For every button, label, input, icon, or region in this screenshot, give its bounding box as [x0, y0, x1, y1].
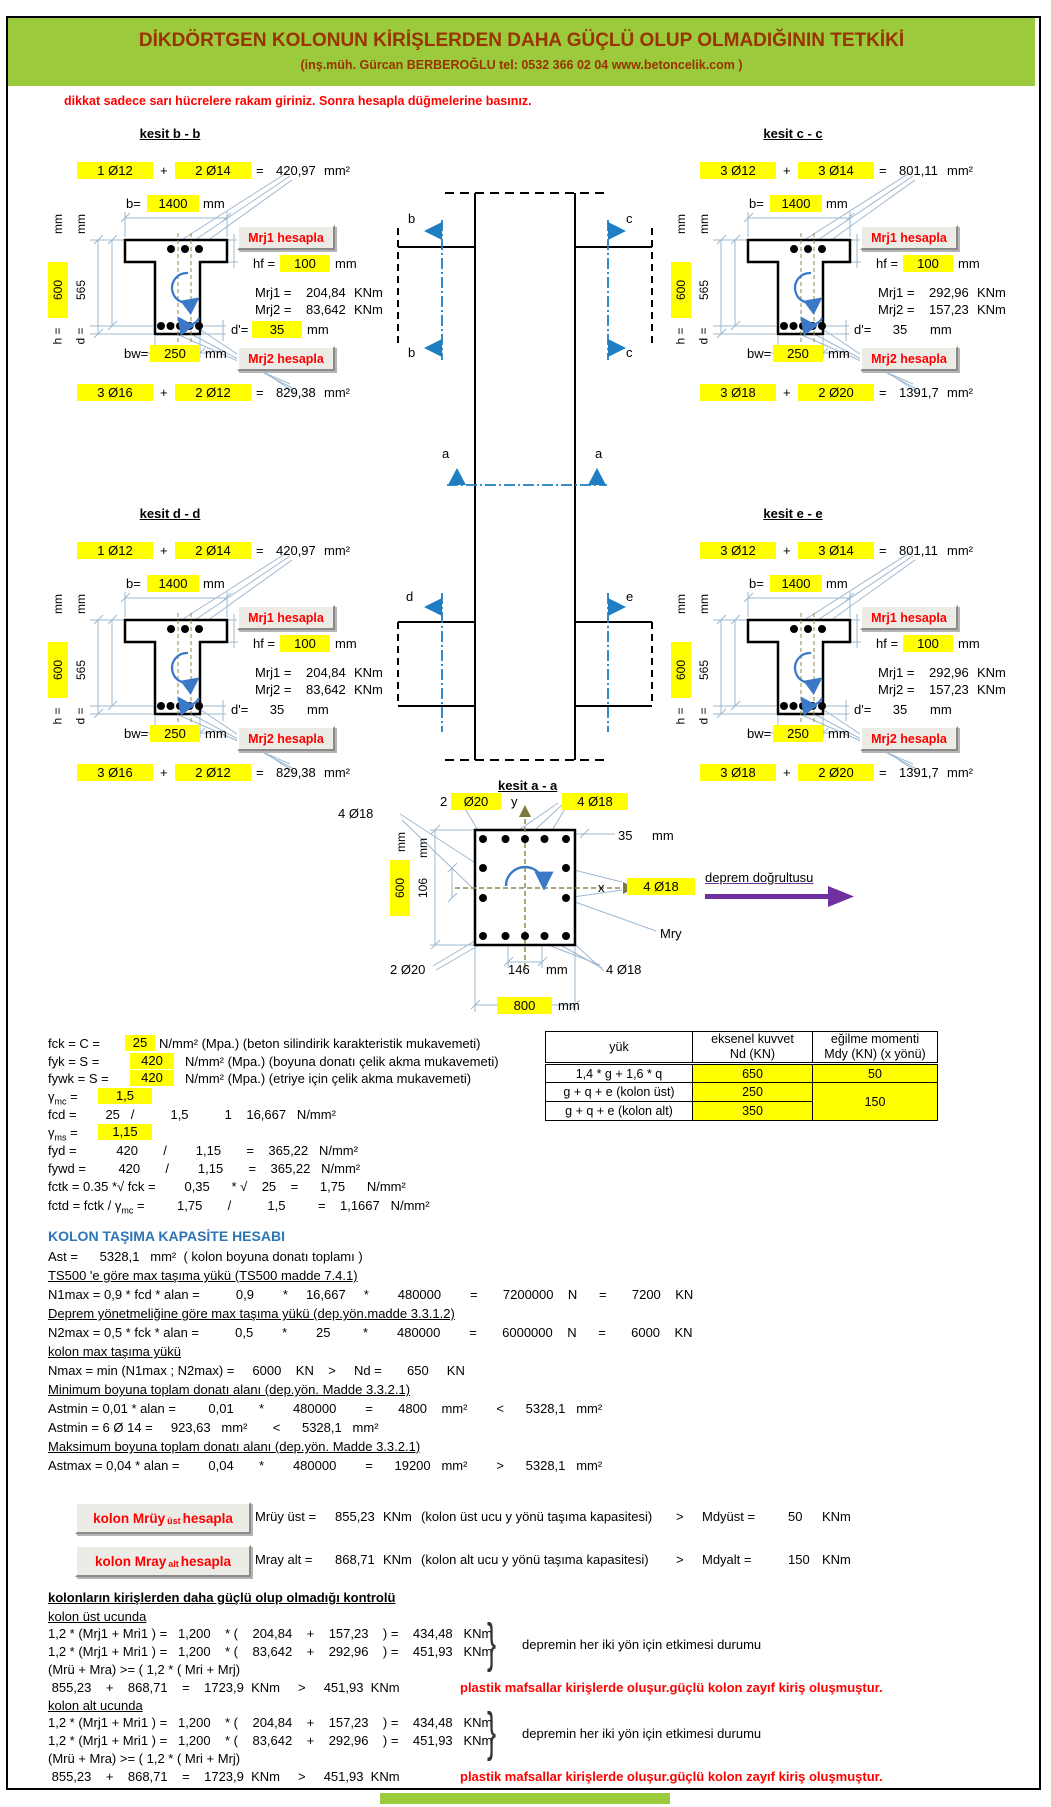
mruy-value: 855,23 — [335, 1509, 375, 1524]
mray-result-row — [255, 1552, 1045, 1570]
mrj1-unit: KNm — [977, 665, 1006, 680]
d-prime-label: d'= — [854, 702, 872, 717]
b-value-cell[interactable]: 1400 — [770, 195, 822, 212]
equals-sign: = — [879, 385, 887, 400]
bw-value-cell[interactable]: 250 — [773, 345, 823, 362]
width-value-cell[interactable]: 800 — [497, 997, 552, 1014]
bottom-bars-area-unit: mm² — [324, 385, 350, 400]
d-dim-unit: mm — [74, 214, 88, 234]
beam-section-kesitb-b — [40, 122, 383, 414]
bottom-bars-b-cell[interactable]: 2 Ø12 — [175, 764, 251, 781]
col-yuk-header: yük — [546, 1032, 693, 1064]
mrj1-hesapla-label: Mrj1 hesapla — [248, 230, 324, 245]
fck-label: fck = C = — [48, 1036, 101, 1051]
width-unit: mm — [558, 998, 580, 1013]
d-dim-unit: mm — [697, 594, 711, 614]
sheet-tab[interactable] — [380, 1793, 670, 1804]
capacity-line: N2max = 0,5 * fck * alan = 0,5 * 25 * 480000 = 6000000 N = 6000 KN — [48, 1325, 693, 1340]
d-prime-label: d'= — [231, 322, 249, 337]
top-right-bar-cell[interactable]: 4 Ø18 — [562, 793, 628, 810]
top-bars-area-unit: mm² — [947, 543, 973, 558]
b-value-cell[interactable]: 1400 — [147, 195, 199, 212]
brace-bottom: } — [487, 1702, 497, 1762]
mrj1-hesapla-label: Mrj1 hesapla — [871, 230, 947, 245]
fctd-line: fctd = fctk / $\gamma_{mc}$ = 1,75 / 1,5 = 1,1667 N/mm² — [48, 1198, 430, 1216]
mrj2-unit: KNm — [977, 682, 1006, 697]
b-unit: mm — [203, 196, 225, 211]
hf-unit: mm — [958, 256, 980, 271]
mrj1-hesapla-label: Mrj1 hesapla — [871, 610, 947, 625]
plus-sign: + — [160, 543, 168, 558]
page-title: DİKDÖRTGEN KOLONUN KİRİŞLERDEN DAHA GÜÇLÜ OLUP OLMADIĞININ TETKİKİ — [138, 30, 905, 51]
mrj2-label: Mrj2 = — [255, 302, 292, 317]
control-bottom-l1: 1,2 * (Mrj1 + Mri1 ) = 1,200 * ( 204,84 + 157,23 ) = 434,48 KNm — [48, 1715, 493, 1730]
control-top-result: plastik mafsallar kirişlerde oluşur.güçlü kolon zayıf kiriş oluşmuştur. — [460, 1680, 883, 1695]
load-row-top: g + q + e (kolon üst) — [546, 1083, 693, 1102]
bottom-bars-area-unit: mm² — [324, 765, 350, 780]
bottom-right-bar-label: 4 Ø18 — [606, 962, 642, 977]
d-prime-value[interactable]: 35 — [892, 322, 908, 337]
bottom-bars-area: 1391,7 — [899, 765, 939, 780]
b-unit: mm — [203, 576, 225, 591]
gamma-mc-value-cell[interactable]: 1,5 — [98, 1088, 152, 1104]
section-title: kesit e - e — [763, 506, 823, 521]
mrj2-hesapla-label: Mrj2 hesapla — [248, 731, 324, 746]
h-value-cell[interactable]: 600 — [48, 642, 68, 698]
mrj2-hesapla-label: Mrj2 hesapla — [248, 351, 324, 366]
fywk-value-cell[interactable]: 420 — [130, 1070, 174, 1086]
mruy-result-row — [255, 1509, 1045, 1527]
h-eq-label: h = — [50, 707, 65, 725]
mrj1-unit: KNm — [354, 285, 383, 300]
top-left-bar-cell[interactable]: Ø20 — [451, 793, 501, 810]
fyk-value-cell[interactable]: 420 — [130, 1053, 174, 1069]
instruction-note: dikkat sadece sarı hücrelere rakam giriniz. Sonra hesapla düğmelerine basınız. — [64, 94, 532, 108]
plus-sign: + — [160, 385, 168, 400]
fck-value-cell[interactable]: 25 — [125, 1035, 155, 1051]
control-top-l4: 855,23 + 868,71 = 1723,9 KNm > 451,93 KNm — [48, 1680, 400, 1695]
mrj2-value: 157,23 — [929, 302, 969, 317]
b-unit: mm — [826, 196, 848, 211]
bottom-bars-area: 1391,7 — [899, 385, 939, 400]
h-eq-label: h = — [673, 327, 688, 345]
control-top-l1: 1,2 * (Mrj1 + Mri1 ) = 1,200 * ( 204,84 + 157,23 ) = 434,48 KNm — [48, 1626, 493, 1641]
h-dim-unit: mm — [674, 594, 688, 614]
mdy-merged-cell[interactable]: 150 — [813, 1083, 938, 1121]
bw-unit: mm — [828, 346, 850, 361]
d-value: 565 — [74, 279, 88, 301]
nd-combo-cell[interactable]: 650 — [693, 1064, 813, 1083]
control-top-l2: 1,2 * (Mrj1 + Mri1 ) = 1,200 * ( 83,642 + 292,96 ) = 451,93 KNm — [48, 1644, 493, 1659]
d-prime-unit: mm — [930, 702, 952, 717]
capacity-title: KOLON TAŞIMA KAPASİTE HESABI — [48, 1228, 285, 1244]
capacity-line: kolon max taşıma yükü — [48, 1344, 181, 1359]
d-prime-label: d'= — [231, 702, 249, 717]
d-eq-label: d = — [696, 707, 711, 725]
control-top-l3: (Mrü + Mra) >= ( 1,2 * ( Mri + Mrj) — [48, 1662, 241, 1677]
top-left-bar-count: 2 — [440, 794, 448, 809]
capacity-line: Astmin = 6 Ø 14 = 923,63 mm² < 5328,1 mm² — [48, 1420, 379, 1435]
equals-sign: = — [256, 163, 264, 178]
kolon-mray-alt-button[interactable] — [75, 1545, 251, 1577]
d-prime-label: d'= — [854, 322, 872, 337]
b-label: b= — [749, 196, 764, 211]
hf-label: hf = — [876, 256, 899, 271]
kesit-a-block — [330, 750, 1020, 1030]
bottom-bars-area-unit: mm² — [947, 385, 973, 400]
mruy-note: (kolon üst ucu y yönü taşıma kapasitesi) — [421, 1509, 653, 1524]
d-value: 565 — [697, 659, 711, 681]
height-dim-unit: mm — [394, 832, 408, 852]
btn2-text: kolon Mray — [94, 1553, 167, 1569]
plus-sign: + — [160, 163, 168, 178]
mrj2-hesapla-button[interactable] — [860, 726, 958, 751]
bottom-bars-b-cell[interactable]: 2 Ø20 — [798, 384, 874, 401]
mrj2-unit: KNm — [354, 682, 383, 697]
fyd-line: fyd = 420 / 1,15 = 365,22 N/mm² — [48, 1143, 358, 1158]
section-title: kesit c - c — [763, 126, 823, 141]
mdyalt-value: 150 — [788, 1552, 810, 1567]
mdyalt-label: Mdyalt = — [702, 1552, 752, 1567]
y-axis-label: y — [511, 794, 518, 809]
capacity-line: Minimum boyuna toplam donatı alanı (dep.yön. Madde 3.3.2.1) — [48, 1382, 411, 1397]
btn1-text: kolon Mrüy — [93, 1510, 166, 1526]
mrj2-value: 157,23 — [929, 682, 969, 697]
mdy-combo-cell[interactable]: 50 — [813, 1064, 938, 1083]
control-top-label: kolon üst ucunda — [48, 1609, 147, 1624]
b-unit: mm — [826, 576, 848, 591]
fywd-line: fywd = 420 / 1,15 = 365,22 N/mm² — [48, 1161, 361, 1176]
top-bars-b-cell[interactable]: 3 Ø14 — [798, 542, 874, 559]
control-bottom-l2: 1,2 * (Mrj1 + Mri1 ) = 1,200 * ( 83,642 + 292,96 ) = 451,93 KNm — [48, 1733, 493, 1748]
plus-sign: + — [783, 765, 791, 780]
mruy-unit: KNm — [383, 1509, 412, 1524]
mrj1-label: Mrj1 = — [255, 665, 292, 680]
d-eq-label: d = — [696, 327, 711, 345]
capacity-line: TS500 'e göre max taşıma yükü (TS500 madde 7.4.1) — [48, 1268, 358, 1283]
top-bars-area: 801,11 — [899, 163, 938, 178]
cut-label-b-top: b — [408, 211, 416, 226]
mray-value: 868,71 — [335, 1552, 375, 1567]
mrj2-unit: KNm — [977, 302, 1006, 317]
control-bottom-note: depremin her iki yön için etkimesi durumu — [522, 1726, 762, 1741]
bw-value-cell[interactable]: 250 — [150, 345, 200, 362]
mrj2-hesapla-label: Mrj2 hesapla — [871, 351, 947, 366]
bottom-bars-a-cell[interactable]: 3 Ø16 — [77, 764, 153, 781]
control-top-note: depremin her iki yön için etkimesi durumu — [522, 1637, 762, 1652]
btn1-text2: hesapla — [182, 1510, 233, 1526]
top-bars-a-cell[interactable]: 3 Ø12 — [700, 162, 776, 179]
mrj1-label: Mrj1 = — [878, 665, 915, 680]
mrj2-hesapla-button[interactable] — [860, 346, 958, 371]
top-bars-area: 420,97 — [276, 163, 316, 178]
mdyalt-unit: KNm — [822, 1552, 851, 1567]
x-axis-label: x — [598, 880, 605, 895]
cut-label-b-bottom: b — [408, 345, 416, 360]
bottom-dim-unit: mm — [546, 962, 568, 977]
beam-section-kesitd-d — [40, 502, 383, 794]
equals-sign: = — [879, 543, 887, 558]
mrj2-label: Mrj2 = — [878, 302, 915, 317]
d-prime-unit: mm — [930, 322, 952, 337]
d-eq-label: d = — [73, 707, 88, 725]
col-mdy-header: eğilme momenti Mdy (KN) (x yönü) — [813, 1032, 938, 1064]
hf-unit: mm — [335, 256, 357, 271]
h-dim-unit: mm — [51, 594, 65, 614]
bottom-bars-a-cell[interactable]: 3 Ø18 — [700, 764, 776, 781]
load-table — [545, 1031, 938, 1121]
cut-label-e: e — [626, 589, 634, 604]
top-bars-a-cell[interactable]: 1 Ø12 — [77, 542, 153, 559]
equals-sign: = — [256, 543, 264, 558]
cover-unit: mm — [652, 828, 674, 843]
deprem-arrow — [705, 886, 854, 907]
equals-sign: = — [256, 765, 264, 780]
fcd-line: fcd = 25 / 1,5 1 16,667 N/mm² — [48, 1107, 336, 1122]
column-plan-drawing — [330, 120, 670, 775]
plus-sign: + — [783, 543, 791, 558]
top-bars-a-cell[interactable]: 1 Ø12 — [77, 162, 153, 179]
cover-value: 35 — [618, 828, 633, 843]
mrj1-hesapla-button[interactable] — [237, 605, 335, 630]
hf-label: hf = — [253, 636, 276, 651]
bottom-left-bar-label: 2 Ø20 — [390, 962, 426, 977]
mrj1-label: Mrj1 = — [878, 285, 915, 300]
b-label: b= — [126, 576, 141, 591]
gamma-mc-label: $\gamma_{mc}$ = — [48, 1089, 78, 1107]
d-prime-unit: mm — [307, 322, 329, 337]
capacity-line: Nmax = min (N1max ; N2max) = 6000 KN > Nd = 650 KN — [48, 1363, 465, 1378]
d-prime-value[interactable]: 35 — [892, 702, 908, 717]
beam-section-kesitc-c — [663, 122, 1006, 414]
mdyust-value: 50 — [788, 1509, 803, 1524]
d-prime-value[interactable]: 35 — [252, 321, 302, 338]
mrj2-value: 83,642 — [306, 302, 346, 317]
hf-label: hf = — [253, 256, 276, 271]
bottom-bars-area: 829,38 — [276, 385, 316, 400]
d-prime-unit: mm — [307, 702, 329, 717]
top-bars-area: 801,11 — [899, 543, 938, 558]
h-value-cell[interactable]: 600 — [671, 262, 691, 318]
fywk-desc: N/mm² (Mpa.) (etriye için çelik akma mukavemeti) — [185, 1071, 472, 1086]
h2-value: 106 — [416, 877, 430, 899]
mrj2-label: Mrj2 = — [878, 682, 915, 697]
cut-label-d: d — [406, 589, 414, 604]
d-eq-label: d = — [73, 327, 88, 345]
bw-value-cell[interactable]: 250 — [150, 725, 200, 742]
bottom-bars-area-unit: mm² — [947, 765, 973, 780]
plus-sign: + — [160, 765, 168, 780]
d-prime-value[interactable]: 35 — [269, 702, 285, 717]
fyk-desc: N/mm² (Mpa.) (boyuna donatı çelik akma mukavemeti) — [185, 1054, 499, 1069]
section-title: kesit b - b — [139, 126, 201, 141]
height-value-cell[interactable]: 600 — [390, 860, 410, 916]
top-bars-b-cell[interactable]: 2 Ø14 — [175, 162, 251, 179]
h-value-cell[interactable]: 600 — [48, 262, 68, 318]
btn2-text2: hesapla — [180, 1553, 232, 1569]
top-bars-b-cell[interactable]: 3 Ø14 — [798, 162, 874, 179]
left-bar-label: 4 Ø18 — [338, 806, 374, 821]
mrj1-value: 292,96 — [929, 665, 969, 680]
hf-unit: mm — [335, 636, 357, 651]
mrj2-hesapla-button[interactable] — [237, 726, 335, 751]
btn1-sub: üst — [167, 1516, 181, 1526]
bottom-bars-a-cell[interactable]: 3 Ø18 — [700, 384, 776, 401]
capacity-section — [48, 1228, 1008, 1473]
equals-sign: = — [879, 163, 887, 178]
bottom-bars-b-cell[interactable]: 2 Ø12 — [175, 384, 251, 401]
top-bars-area-unit: mm² — [324, 163, 350, 178]
mrj1-value: 204,84 — [306, 665, 346, 680]
bottom-bars-area: 829,38 — [276, 765, 316, 780]
section-title: kesit d - d — [139, 506, 201, 521]
col-nd-header: eksenel kuvvet Nd (KN) — [693, 1032, 813, 1064]
plus-sign: + — [783, 163, 791, 178]
capacity-line: Deprem yönetmeliğine göre max taşıma yükü (dep.yön.madde 3.3.1.2) — [48, 1306, 455, 1321]
b-label: b= — [749, 576, 764, 591]
bw-unit: mm — [205, 346, 227, 361]
h2-dim-unit: mm — [416, 838, 430, 858]
kesit-a-title: kesit a - a — [498, 778, 558, 793]
column-plan — [330, 120, 670, 775]
mrj1-hesapla-label: Mrj1 hesapla — [248, 610, 324, 625]
b-value-cell[interactable]: 1400 — [147, 575, 199, 592]
d-value: 565 — [74, 659, 88, 681]
mid-right-bar-cell[interactable]: 4 Ø18 — [627, 878, 695, 895]
hf-unit: mm — [958, 636, 980, 651]
hf-value-cell[interactable]: 100 — [903, 635, 953, 652]
b-label: b= — [126, 196, 141, 211]
top-bars-area-unit: mm² — [947, 163, 973, 178]
bw-unit: mm — [205, 726, 227, 741]
brace-top: } — [487, 1613, 497, 1673]
fywk-label: fywk = S = — [48, 1071, 109, 1086]
fctk-line: fctk = 0.35 *√ fck = 0,35 * √ 25 = 1,75 N/mm² — [48, 1179, 406, 1194]
mrj1-hesapla-button[interactable] — [237, 225, 335, 250]
cut-label-c-bottom: c — [626, 345, 633, 360]
mrj1-value: 292,96 — [929, 285, 969, 300]
capacity-line: Maksimum boyuna toplam donatı alanı (dep.yön. Madde 3.3.2.1) — [48, 1439, 421, 1454]
mry-label: Mry — [660, 926, 682, 941]
bw-label: bw= — [124, 346, 149, 361]
mrj1-hesapla-button[interactable] — [860, 225, 958, 250]
mrj2-label: Mrj2 = — [255, 682, 292, 697]
mray-label: Mray alt = — [255, 1552, 313, 1567]
capacity-line: Astmin = 0,01 * alan = 0,01 * 480000 = 4800 mm² < 5328,1 mm² — [48, 1401, 603, 1416]
capacity-line: Ast = 5328,1 mm² ( kolon boyuna donatı toplamı ) — [48, 1249, 363, 1264]
d-value: 565 — [697, 279, 711, 301]
b-value-cell[interactable]: 1400 — [770, 575, 822, 592]
d-dim-unit: mm — [74, 594, 88, 614]
bottom-bars-a-cell[interactable]: 3 Ø16 — [77, 384, 153, 401]
control-bottom-label: kolon alt ucunda — [48, 1698, 143, 1713]
bw-label: bw= — [747, 346, 772, 361]
load-row-combo: 1,4 * g + 1,6 * q — [546, 1064, 693, 1083]
plus-sign: + — [783, 385, 791, 400]
hf-value-cell[interactable]: 100 — [903, 255, 953, 272]
mruy-gt: > — [676, 1509, 684, 1524]
nd-top-cell[interactable]: 250 — [693, 1083, 813, 1102]
kolon-mruy-ust-button[interactable] — [75, 1502, 251, 1534]
mdyust-label: Mdyüst = — [702, 1509, 756, 1524]
deprem-label: deprem doğrultusu — [705, 870, 814, 885]
cut-label-c-top: c — [626, 211, 633, 226]
cut-label-a-right: a — [595, 446, 603, 461]
nd-bottom-cell[interactable]: 350 — [693, 1102, 813, 1121]
top-bars-area: 420,97 — [276, 543, 316, 558]
bw-unit: mm — [828, 726, 850, 741]
mruy-label: Mrüy üst = — [255, 1509, 317, 1524]
capacity-line: N1max = 0,9 * fcd * alan = 0,9 * 16,667 * 480000 = 7200000 N = 7200 KN — [48, 1287, 694, 1302]
bw-value-cell[interactable]: 250 — [773, 725, 823, 742]
control-bottom-result: plastik mafsallar kirişlerde oluşur.güçlü kolon zayıf kiriş oluşmuştur. — [460, 1769, 883, 1784]
mrj1-label: Mrj1 = — [255, 285, 292, 300]
mrj1-unit: KNm — [977, 285, 1006, 300]
mrj1-unit: KNm — [354, 665, 383, 680]
h-dim-unit: mm — [674, 214, 688, 234]
mray-gt: > — [676, 1552, 684, 1567]
hf-value-cell[interactable]: 100 — [280, 635, 330, 652]
bw-label: bw= — [747, 726, 772, 741]
gamma-ms-label: $\gamma_{ms}$ = — [48, 1125, 78, 1143]
load-row-bottom: g + q + e (kolon alt) — [546, 1102, 693, 1121]
bottom-dim-value: 146 — [508, 962, 530, 977]
fck-desc: N/mm² (Mpa.) (beton silindirik karakteristik mukavemeti) — [159, 1036, 481, 1051]
mrj1-hesapla-button[interactable] — [860, 605, 958, 630]
mdyust-unit: KNm — [822, 1509, 851, 1524]
equals-sign: = — [256, 385, 264, 400]
top-bars-b-cell[interactable]: 2 Ø14 — [175, 542, 251, 559]
top-bars-a-cell[interactable]: 3 Ø12 — [700, 542, 776, 559]
h-eq-label: h = — [50, 327, 65, 345]
control-heading: kolonların kirişlerden daha güçlü olup olmadığı kontrolü — [48, 1590, 396, 1605]
mrj2-unit: KNm — [354, 302, 383, 317]
bottom-bars-b-cell[interactable]: 2 Ø20 — [798, 764, 874, 781]
page-subtitle: (inş.müh. Gürcan BERBEROĞLU tel: 0532 366 02 04 www.betoncelik.com ) — [300, 58, 743, 72]
capacity-line: Astmax = 0,04 * alan = 0,04 * 480000 = 19200 mm² > 5328,1 mm² — [48, 1458, 603, 1473]
control-bottom-l3: (Mrü + Mra) >= ( 1,2 * ( Mri + Mrj) — [48, 1751, 241, 1766]
btn2-sub: alt — [168, 1559, 179, 1569]
equals-sign: = — [879, 765, 887, 780]
mray-unit: KNm — [383, 1552, 412, 1567]
h-value-cell[interactable]: 600 — [671, 642, 691, 698]
d-dim-unit: mm — [697, 214, 711, 234]
mrj2-hesapla-button[interactable] — [237, 346, 335, 371]
fyk-label: fyk = S = — [48, 1054, 100, 1069]
h-dim-unit: mm — [51, 214, 65, 234]
header-band — [8, 18, 1035, 86]
bw-label: bw= — [124, 726, 149, 741]
mrj1-value: 204,84 — [306, 285, 346, 300]
h-eq-label: h = — [673, 707, 688, 725]
cut-label-a-left: a — [442, 446, 450, 461]
hf-label: hf = — [876, 636, 899, 651]
control-bottom-l4: 855,23 + 868,71 = 1723,9 KNm > 451,93 KNm — [48, 1769, 400, 1784]
mray-note: (kolon alt ucu y yönü taşıma kapasitesi) — [421, 1552, 649, 1567]
top-bars-area-unit: mm² — [324, 543, 350, 558]
gamma-ms-value-cell[interactable]: 1,15 — [98, 1124, 152, 1140]
mrj2-value: 83,642 — [306, 682, 346, 697]
hf-value-cell[interactable]: 100 — [280, 255, 330, 272]
mrj2-hesapla-label: Mrj2 hesapla — [871, 731, 947, 746]
